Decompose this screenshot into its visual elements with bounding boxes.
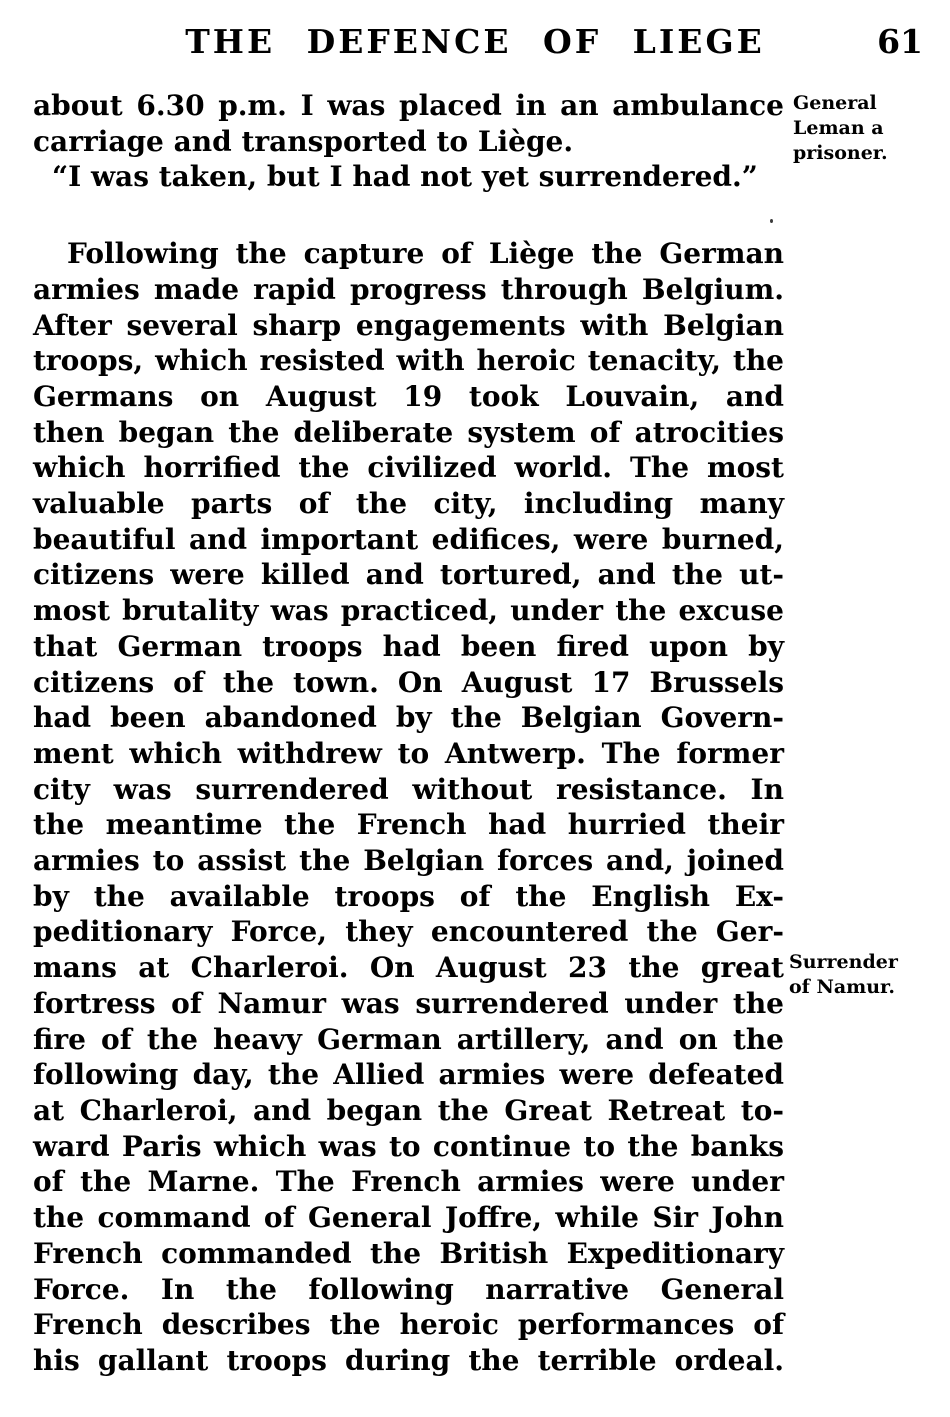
text-line: ward Paris which was to continue to the banks: [33, 1129, 784, 1163]
text-line: troops, which resisted with heroic tenacity, the: [33, 344, 784, 378]
text-line: armies made rapid progress through Belgium.: [33, 272, 784, 306]
text-line: the meantime the French had hurried their: [33, 808, 784, 842]
text-line: about 6.30 p.m. I was placed in an ambulance: [33, 89, 784, 122]
text-line: fire of the heavy German artillery, and on the: [33, 1022, 784, 1056]
text-line: following day, the Allied armies were defeated: [33, 1058, 784, 1092]
text-line: fortress of Namur was surrendered under the: [33, 986, 784, 1020]
text-line: by the available troops of the English Ex-: [33, 879, 784, 913]
ink-speck: [770, 219, 773, 223]
text-line: beautiful and important edifices, were burned,: [33, 522, 784, 556]
text-line: French commanded the British Expeditionary: [33, 1236, 784, 1270]
text-line: armies to assist the Belgian forces and, joined: [33, 844, 784, 878]
text-line: After several sharp engagements with Belgian: [33, 308, 784, 342]
text-line: ment which withdrew to Antwerp. The former: [33, 736, 784, 770]
text-line: French describes the heroic performances of: [33, 1308, 784, 1342]
margin-note-line: prisoner.: [793, 142, 888, 164]
body-text-column: [33, 88, 784, 1379]
text-line: citizens of the town. On August 17 Brussels: [33, 665, 784, 699]
text-line: which horrified the civilized world. The most: [33, 451, 784, 485]
text-line: his gallant troops during the terrible ordeal.: [33, 1343, 784, 1377]
text-line: valuable parts of the city, including many: [33, 487, 784, 521]
text-line: peditionary Force, they encountered the Ger-: [33, 915, 784, 949]
text-line: had been abandoned by the Belgian Govern-: [33, 701, 784, 735]
text-line: Following the capture of Liège the German: [67, 237, 784, 271]
text-line: mans at Charleroi. On August 23 the great: [33, 951, 784, 985]
paragraph-1: [33, 88, 784, 195]
text-line: of the Marne. The French armies were under: [33, 1165, 784, 1199]
running-header-title: THE DEFENCE OF LIEGE: [185, 22, 765, 61]
text-line: citizens were killed and tortured, and the ut-: [33, 558, 784, 592]
text-line: carriage and transported to Liège.: [33, 124, 574, 158]
text-line: at Charleroi, and began the Great Retreat to-: [33, 1093, 784, 1127]
text-line: that German troops had been fired upon by: [33, 629, 784, 663]
margin-note-line: General: [793, 92, 877, 114]
page-number: 61: [877, 22, 923, 61]
text-line: most brutality was practiced, under the excuse: [33, 594, 784, 628]
text-line: Germans on August 19 took Louvain, and: [33, 379, 784, 413]
margin-note-line: of Namur.: [789, 976, 895, 998]
text-line: the command of General Joffre, while Sir John: [33, 1201, 784, 1235]
text-line: Force. In the following narrative General: [33, 1272, 784, 1306]
paragraph-2: [33, 236, 784, 1379]
text-line: “I was taken, but I had not yet surrendered.”: [52, 160, 758, 194]
margin-note-line: Leman a: [793, 117, 884, 139]
margin-note-line: Surrender: [789, 951, 898, 973]
margin-note-leman-prisoner: [793, 91, 948, 166]
text-line: then began the deliberate system of atrocities: [33, 415, 784, 449]
text-line: city was surrendered without resistance. In: [33, 772, 784, 806]
margin-note-surrender-namur: [789, 950, 944, 1000]
